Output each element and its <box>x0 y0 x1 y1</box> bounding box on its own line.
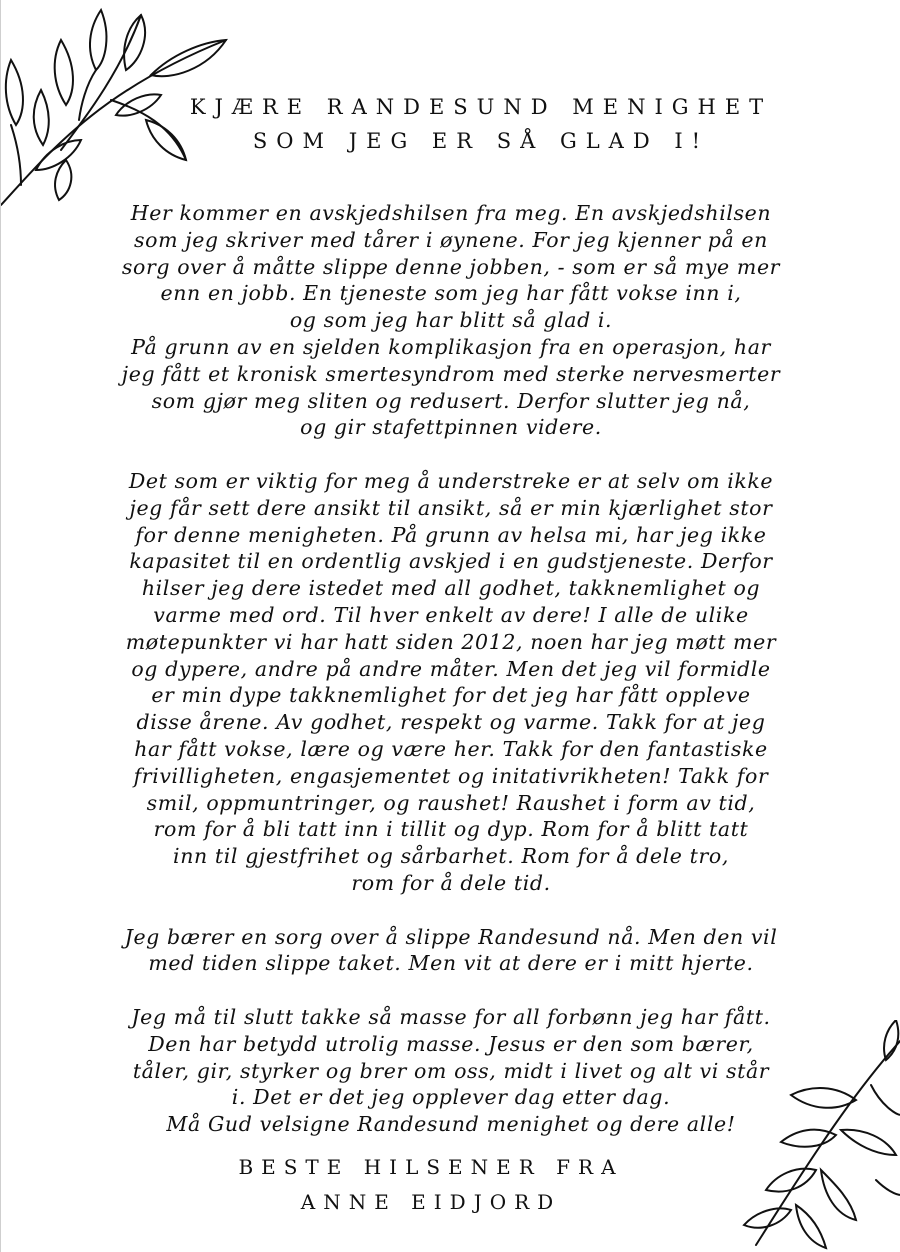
text-line: sorg over å måtte slippe denne jobben, - som er så mye mer <box>121 254 781 279</box>
text-line: frivilligheten, engasjementet og initativrikheten! Takk for <box>133 763 769 788</box>
text-line: jeg får sett dere ansikt til ansikt, så er min kjærlighet stor <box>129 495 773 520</box>
title-line-1: KJÆRE RANDESUND MENIGHET <box>189 95 773 119</box>
text-line: På grunn av en sjelden komplikasjon fra en operasjon, har <box>131 334 771 359</box>
text-line: har fått vokse, lære og være her. Takk for den fantastiske <box>134 736 768 761</box>
text-line: rom for å dele tid. <box>351 870 551 895</box>
text-line: for denne menigheten. På grunn av helsa mi, har jeg ikke <box>135 522 767 547</box>
text-line: som jeg skriver med tårer i øynene. For jeg kjenner på en <box>134 227 768 252</box>
text-line: er min dype takknemlighet for det jeg har fått oppleve <box>151 683 751 708</box>
text-line: i. Det er det jeg opplever dag etter dag. <box>231 1085 671 1110</box>
paragraph <box>56 924 846 978</box>
text-line: Den har betydd utrolig masse. Jesus er den som bærer, <box>148 1031 754 1056</box>
signature <box>121 1150 741 1220</box>
text-line: og dypere, andre på andre måter. Men det jeg vil formidle <box>131 656 771 681</box>
paragraph <box>56 468 846 897</box>
text-line: varme med ord. Til hver enkelt av dere! I alle de ulike <box>153 602 749 627</box>
text-line: Må Gud velsigne Randesund menighet og dere alle! <box>166 1112 736 1137</box>
text-line: Jeg bærer en sorg over å slippe Randesund nå. Men den vil <box>124 924 778 949</box>
text-line: smil, oppmuntringer, og raushet! Raushet i form av tid, <box>146 790 756 815</box>
text-line: med tiden slippe taket. Men vit at dere er i mitt hjerte. <box>148 951 754 976</box>
text-line: kapasitet til en ordentlig avskjed i en gudstjeneste. Derfor <box>129 549 773 574</box>
text-line: enn en jobb. En tjeneste som jeg har fått vokse inn i, <box>160 281 742 306</box>
text-line: Det som er viktig for meg å understreke er at selv om ikke <box>128 468 774 493</box>
text-line: og gir stafettpinnen videre. <box>300 415 602 440</box>
text-line: som gjør meg sliten og redusert. Derfor slutter jeg nå, <box>151 388 751 413</box>
title-line-2: SOM JEG ER SÅ GLAD I! <box>252 129 710 153</box>
text-line: inn til gjestfrihet og sårbarhet. Rom for å dele tro, <box>173 844 729 869</box>
paragraph <box>56 1004 846 1138</box>
text-line: disse årene. Av godhet, respekt og varme. Takk for at jeg <box>136 710 766 735</box>
letter-title <box>151 90 811 158</box>
letter-body <box>56 200 846 1165</box>
text-line: rom for å bli tatt inn i tillit og dyp. Rom for å blitt tatt <box>153 817 749 842</box>
text-line: Her kommer en avskjedshilsen fra meg. En avskjedshilsen <box>130 201 772 225</box>
paragraph <box>56 200 846 441</box>
text-line: jeg fått et kronisk smertesyndrom med sterke nervesmerter <box>121 361 781 386</box>
text-line: og som jeg har blitt så glad i. <box>289 308 613 333</box>
text-line: tåler, gir, styrker og brer om oss, midt i livet og alt vi står <box>132 1058 770 1083</box>
signature-line-2: ANNE EIDJORD <box>300 1190 562 1214</box>
text-line: hilser jeg dere istedet med all godhet, takknemlighet og <box>141 576 761 601</box>
text-line: møtepunkter vi har hatt siden 2012, noen har jeg møtt mer <box>125 629 777 654</box>
signature-line-1: BESTE HILSENER FRA <box>238 1155 624 1179</box>
text-line: Jeg må til slutt takke så masse for all forbønn jeg har fått. <box>131 1004 771 1029</box>
